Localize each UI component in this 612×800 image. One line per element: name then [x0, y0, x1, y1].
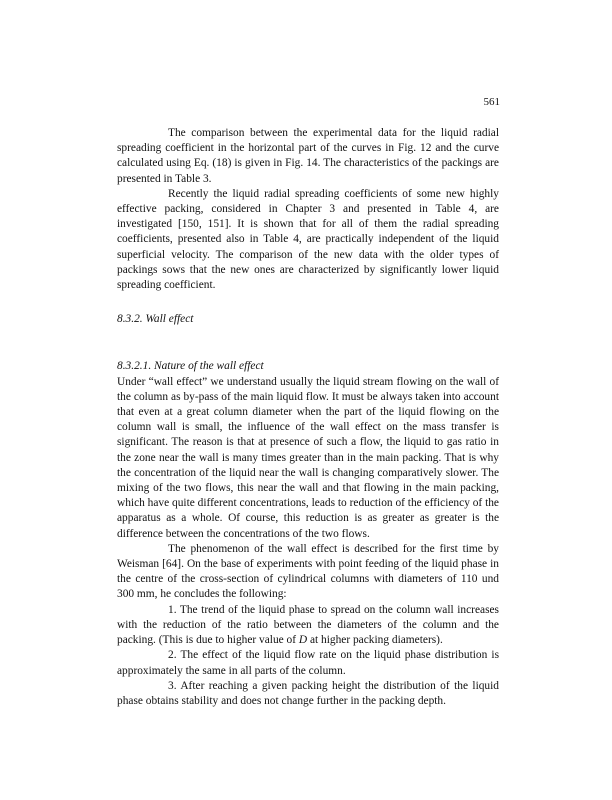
paragraph-comparison: The comparison between the experimental data for the liquid radial spreading coefficient in the horizontal part of the curves in Fig. 12 and the curve calculated using Eq. (18) is given in Fig. 14. The characteristics of the packings are presented in Table 3.: [117, 127, 499, 185]
paragraph-wall-effect: Under “wall effect” we understand usually the liquid stream flowing on the wall of the column as by-pass of the main liquid flow. It must be always taken into account that even at a great column diameter when the part of the liquid flowing on the column wall is small, the influence of the wall effect on the mass transfer is significant. The reason is that at presence of such a flow, the liquid to gas ratio in the zone near the wall is many times greater than in the main packing. That is why the concentration of the liquid near the wall is changing comparatively slower. The mixing of the two flows, this near the wall and that flowing in the main packing, which have quite different concentrations, leads to reduction of the efficiency of the apparatus as a whole. Of course, this reduction is as greater as greater is the difference between the concentrations of the two flows.: [117, 375, 499, 540]
list-item-1-text-b: at higher packing diameters).: [307, 634, 443, 647]
page-body: [117, 126, 499, 709]
list-item-3: 3. After reaching a given packing height the distribution of the liquid phase obtains stability and does not change further in the packing depth.: [117, 679, 499, 707]
paragraph-weisman: The phenomenon of the wall effect is described for the first time by Weisman [64]. On the base of experiments with point feeding of the liquid phase in the centre of the cross-section of cylindrical columns with diameters of 110 und 300 mm, he concludes the following:: [117, 542, 499, 601]
paragraph-new-packings: Recently the liquid radial spreading coefficients of some new highly effective packing, considered in Chapter 3 and presented in Table 4, are investigated [150, 151]. It is shown that for all of them the radial spreading coefficients, presented also in Table 4, are practically independent of the liquid superficial velocity. The comparison of the new data with the older types of packings sows that the new ones are characterized by significantly lower liquid spreading coefficient.: [117, 187, 499, 292]
subsection-heading-nature: 8.3.2.1. Nature of the wall effect: [117, 360, 264, 373]
list-item-2: 2. The effect of the liquid flow rate on the liquid phase distribution is approximately the same in all parts of the column.: [117, 649, 499, 677]
section-heading-wall-effect: 8.3.2. Wall effect: [117, 313, 194, 326]
page-number: 561: [483, 96, 500, 108]
list-item-1-text-a: 1. The trend of the liquid phase to spread on the column wall increases with the reduction of the ratio between the diameters of the column and the packing. (This is due to higher value of: [117, 603, 499, 647]
list-item-1: [117, 603, 499, 649]
variable-d: D: [298, 634, 308, 647]
